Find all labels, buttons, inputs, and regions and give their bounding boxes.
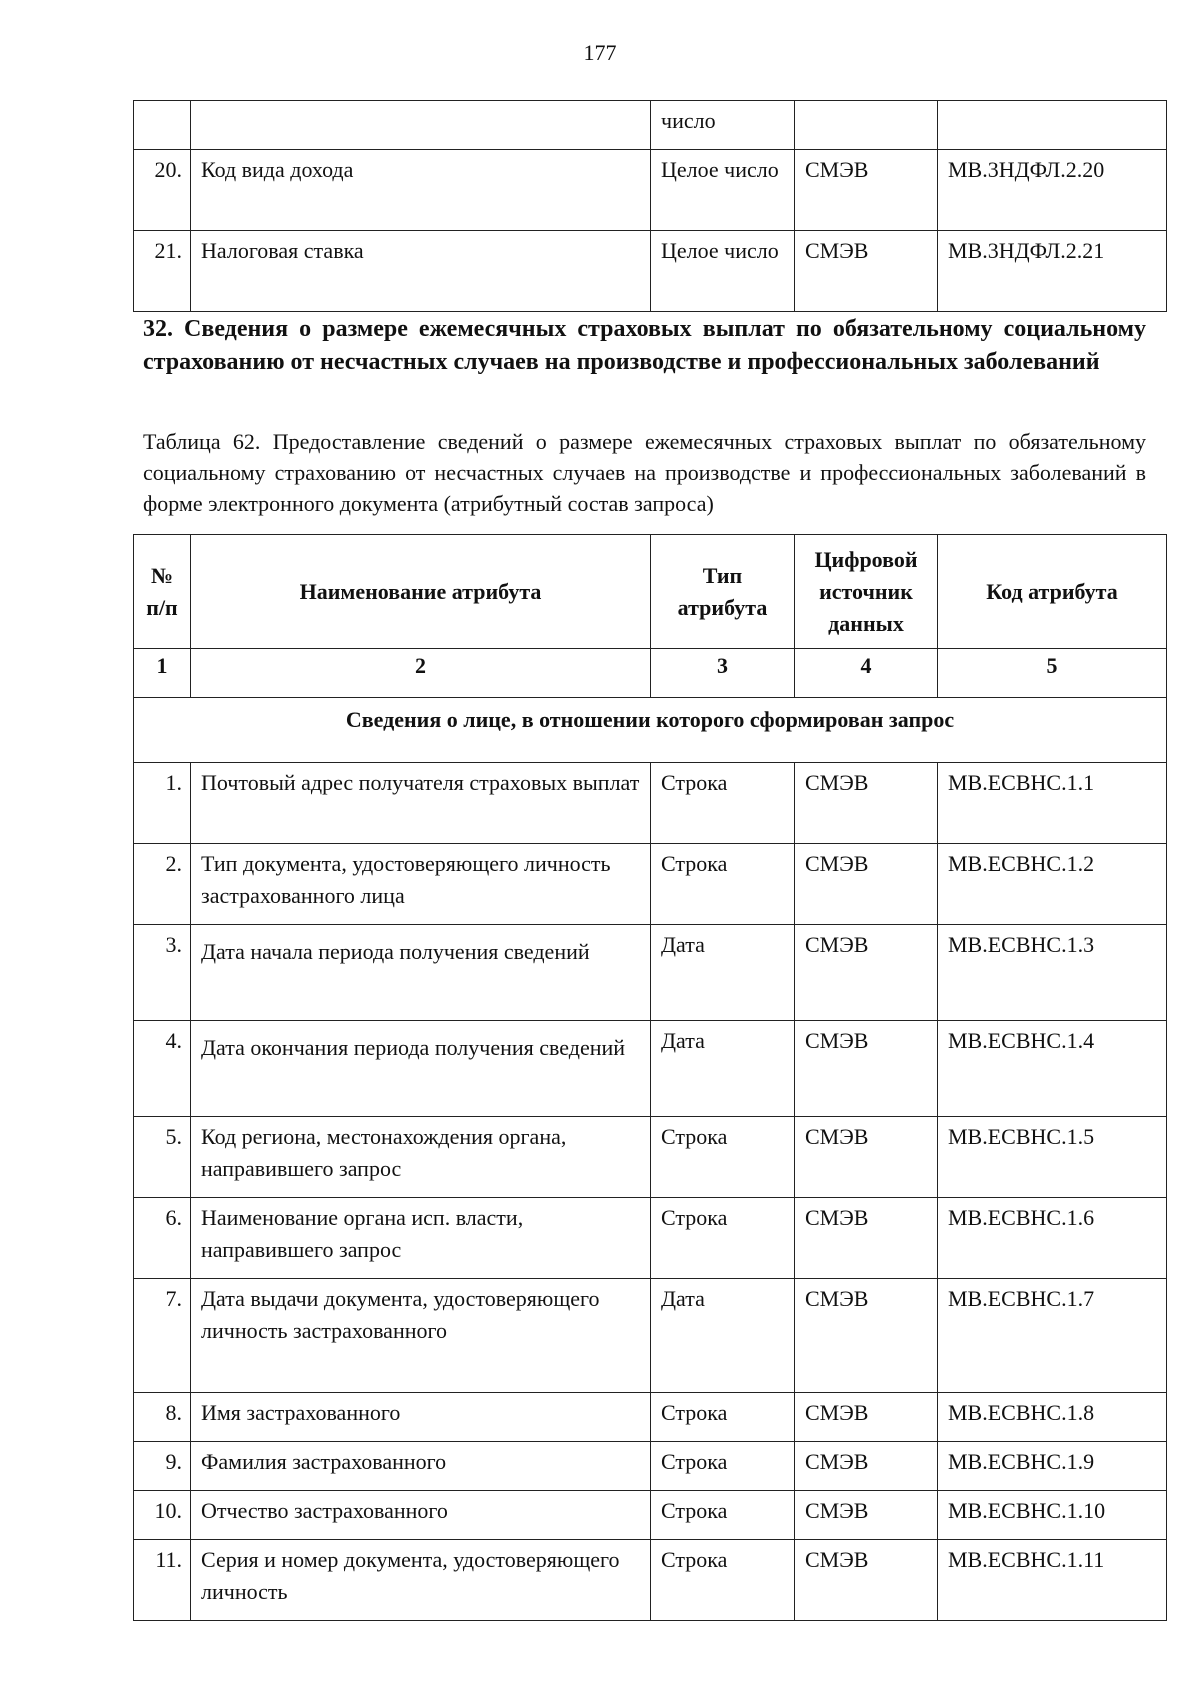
group-title: Сведения о лице, в отношении которого сформирован запрос <box>134 698 1167 763</box>
data-source: СМЭВ <box>795 1540 938 1621</box>
attribute-type: Строка <box>651 1198 795 1279</box>
column-numbers-row <box>134 649 1167 698</box>
row-number: 2. <box>134 844 191 925</box>
row-number: 5. <box>134 1117 191 1198</box>
attribute-name: Код вида дохода <box>191 150 651 231</box>
attribute-type: Строка <box>651 1117 795 1198</box>
data-source: СМЭВ <box>795 1393 938 1442</box>
attribute-code: МВ.3НДФЛ.2.20 <box>938 150 1167 231</box>
page-number: 177 <box>583 40 617 65</box>
data-source: СМЭВ <box>795 1491 938 1540</box>
table-row <box>134 1117 1167 1198</box>
table-row <box>134 150 1167 231</box>
row-number: 8. <box>134 1393 191 1442</box>
table-row <box>134 844 1167 925</box>
group-header-row <box>134 698 1167 763</box>
attribute-name: Имя застрахованного <box>191 1393 651 1442</box>
row-number: 10. <box>134 1491 191 1540</box>
attribute-name: Фамилия застрахованного <box>191 1442 651 1491</box>
attribute-name: Налоговая ставка <box>191 231 651 312</box>
attribute-name: Дата окончания периода получения сведений <box>191 1021 651 1117</box>
attribute-type: Дата <box>651 1021 795 1117</box>
table-row <box>134 1198 1167 1279</box>
attribute-table <box>133 534 1167 1621</box>
data-source: СМЭВ <box>795 844 938 925</box>
attribute-code: МВ.ЕСВНС.1.9 <box>938 1442 1167 1491</box>
data-source: СМЭВ <box>795 231 938 312</box>
row-number: 20. <box>134 150 191 231</box>
data-source: СМЭВ <box>795 1279 938 1393</box>
attribute-name: Серия и номер документа, удостоверяющего личность <box>191 1540 651 1621</box>
table-row <box>134 101 1167 150</box>
table-row <box>134 1393 1167 1442</box>
attribute-code: МВ.ЕСВНС.1.2 <box>938 844 1167 925</box>
attribute-code: МВ.ЕСВНС.1.6 <box>938 1198 1167 1279</box>
table-row <box>134 1491 1167 1540</box>
attribute-type: Дата <box>651 925 795 1021</box>
row-number: 1. <box>134 763 191 844</box>
attribute-code: МВ.ЕСВНС.1.1 <box>938 763 1167 844</box>
table-row <box>134 763 1167 844</box>
header-name: Наименование атрибута <box>191 535 651 649</box>
header-source: Цифровой источник данных <box>795 535 938 649</box>
column-number: 2 <box>191 649 651 698</box>
row-number: 11. <box>134 1540 191 1621</box>
data-source: СМЭВ <box>795 925 938 1021</box>
data-source: СМЭВ <box>795 1442 938 1491</box>
data-source: СМЭВ <box>795 1198 938 1279</box>
table-row <box>134 231 1167 312</box>
header-num: № п/п <box>134 535 191 649</box>
row-number: 6. <box>134 1198 191 1279</box>
row-number: 4. <box>134 1021 191 1117</box>
attribute-name: Дата начала периода получения сведений <box>191 925 651 1021</box>
attribute-name <box>191 101 651 150</box>
attribute-code <box>938 101 1167 150</box>
column-number: 5 <box>938 649 1167 698</box>
column-number: 4 <box>795 649 938 698</box>
attribute-type: Дата <box>651 1279 795 1393</box>
section-title: 32. Сведения о размере ежемесячных страховых выплат по обязательному социальному страхованию от несчастных случаев на производстве и профессиональных заболеваний <box>143 316 1146 375</box>
data-source <box>795 101 938 150</box>
header-type: Тип атрибута <box>651 535 795 649</box>
row-number <box>134 101 191 150</box>
attribute-type: Строка <box>651 1491 795 1540</box>
attribute-type: Строка <box>651 844 795 925</box>
attribute-name: Наименование органа исп. власти, направившего запрос <box>191 1198 651 1279</box>
attribute-code: МВ.ЕСВНС.1.3 <box>938 925 1167 1021</box>
table-row <box>134 925 1167 1021</box>
attribute-type: Строка <box>651 1540 795 1621</box>
data-source: СМЭВ <box>795 150 938 231</box>
attribute-type: Строка <box>651 1393 795 1442</box>
attribute-code: МВ.3НДФЛ.2.21 <box>938 231 1167 312</box>
attribute-type: число <box>651 101 795 150</box>
header-code: Код атрибута <box>938 535 1167 649</box>
attribute-code: МВ.ЕСВНС.1.7 <box>938 1279 1167 1393</box>
table-caption: Таблица 62. Предоставление сведений о размере ежемесячных страховых выплат по обязательному социальному страхованию от несчастных случаев на производстве и профессиональных заболеваний в форме электронного документа (атрибутный состав запроса) <box>143 429 1146 516</box>
attribute-type: Целое число <box>651 150 795 231</box>
attribute-name: Тип документа, удостоверяющего личность застрахованного лица <box>191 844 651 925</box>
data-source: СМЭВ <box>795 1021 938 1117</box>
attribute-code: МВ.ЕСВНС.1.11 <box>938 1540 1167 1621</box>
table-row <box>134 1540 1167 1621</box>
attribute-name: Код региона, местонахождения органа, направившего запрос <box>191 1117 651 1198</box>
row-number: 21. <box>134 231 191 312</box>
row-number: 3. <box>134 925 191 1021</box>
column-number: 3 <box>651 649 795 698</box>
attribute-code: МВ.ЕСВНС.1.8 <box>938 1393 1167 1442</box>
continued-attribute-table <box>133 100 1167 312</box>
row-number: 7. <box>134 1279 191 1393</box>
table-header-row <box>134 535 1167 649</box>
table-row <box>134 1021 1167 1117</box>
attribute-code: МВ.ЕСВНС.1.10 <box>938 1491 1167 1540</box>
attribute-type: Строка <box>651 1442 795 1491</box>
attribute-name: Почтовый адрес получателя страховых выплат <box>191 763 651 844</box>
attribute-name: Отчество застрахованного <box>191 1491 651 1540</box>
attribute-code: МВ.ЕСВНС.1.5 <box>938 1117 1167 1198</box>
data-source: СМЭВ <box>795 1117 938 1198</box>
table-row <box>134 1279 1167 1393</box>
attribute-type: Строка <box>651 763 795 844</box>
data-source: СМЭВ <box>795 763 938 844</box>
table-row <box>134 1442 1167 1491</box>
attribute-code: МВ.ЕСВНС.1.4 <box>938 1021 1167 1117</box>
column-number: 1 <box>134 649 191 698</box>
row-number: 9. <box>134 1442 191 1491</box>
attribute-name: Дата выдачи документа, удостоверяющего личность застрахованного <box>191 1279 651 1393</box>
attribute-type: Целое число <box>651 231 795 312</box>
